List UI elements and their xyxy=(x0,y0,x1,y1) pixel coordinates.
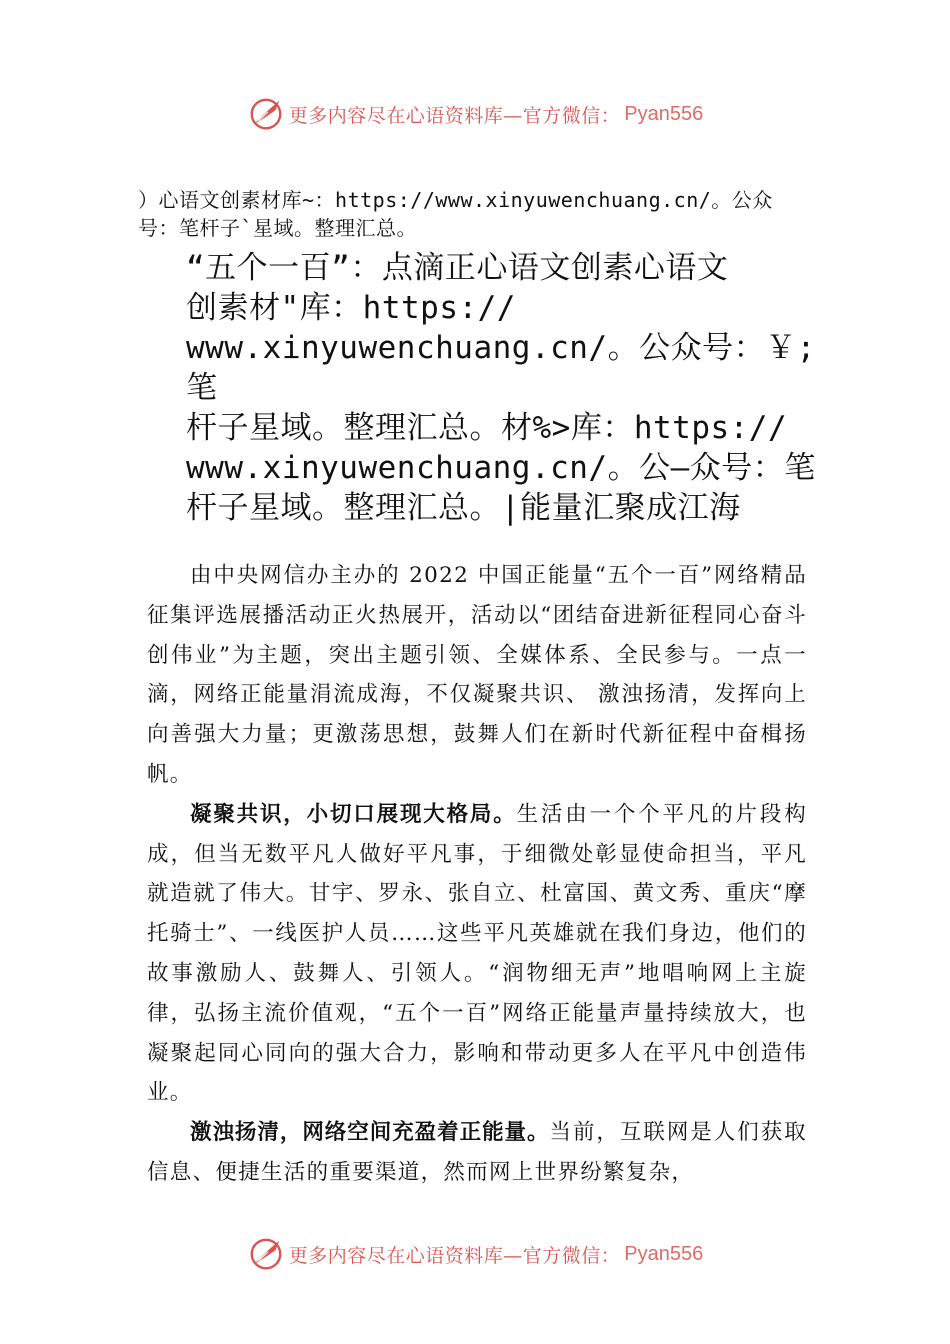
paragraph-heading: 凝聚共识，小切口展现大格局。 xyxy=(190,801,517,827)
banner-wechat-id: Pyan556 xyxy=(624,1242,704,1265)
paragraph-text: 生活由一个个平凡的片段构成，但当无数平凡人做好平凡事，于细微处彰显使命担当，平凡就造就了伟大。甘宇、罗永、张自立、杜富国、黄文秀、重庆“摩托骑士”、一线医护人员……这些平凡英雄就在我们身边，他们的故事激励人、鼓舞人、引领人。“润物细无声”地唱响网上主旋律，弘扬主流价值观，“五个一百”网络正能量声量持续放大，也凝聚起同心同向的强大合力，影响和带动更多人在平凡中创造伟业。 xyxy=(147,801,807,1106)
header-small-line: ）心语文创素材库~：https://www.xinyuwenchuang.cn/。公众 xyxy=(138,188,773,212)
bottom-banner xyxy=(0,1232,950,1276)
header-big-line: 创素材"库：https:// xyxy=(186,290,516,326)
quill-logo-icon xyxy=(247,1235,285,1273)
header-small-text xyxy=(138,186,838,242)
paragraph-consensus xyxy=(147,795,807,1113)
header-big-text xyxy=(186,248,846,528)
banner-text: 更多内容尽在心语资料库—官方微信： xyxy=(288,1244,621,1267)
header-big-line: www.xinyuwenchuang.cn/。公众号：￥;笔 xyxy=(186,330,816,406)
paragraph-intro: 由中央网信办主办的 2022 中国正能量“五个一百”网络精品征集评选展播活动正火热展开，活动以“团结奋进新征程同心奋斗创伟业”为主题，突出主题引领、全媒体系、全民参与。一点一滴，网络正能量涓流成海，不仅凝聚共识、 激浊扬清，发挥向上向善强大力量；更激荡思想，鼓舞人们在新时代新征程中奋楫扬帆。 xyxy=(147,563,807,787)
header-big-line: www.xinyuwenchuang.cn/。公—众号：笔 xyxy=(186,450,816,486)
article-body xyxy=(147,556,807,1193)
paragraph-text: 当前，互联网是人们获取信息、便捷生活的重要渠道，然而网上世界纷繁复杂， xyxy=(147,1120,807,1185)
header-big-line: “五个一百”：点滴正心语文创素心语文 xyxy=(186,250,729,286)
banner-text: 更多内容尽在心语资料库—官方微信： xyxy=(288,104,621,127)
header-big-line: 杆子星域。整理汇总。|能量汇聚成江海 xyxy=(186,490,741,526)
top-banner xyxy=(0,92,950,136)
quill-logo-icon xyxy=(247,95,285,133)
paragraph-heading: 激浊扬清，网络空间充盈着正能量。 xyxy=(190,1120,550,1146)
paragraph-cleanup xyxy=(147,1113,807,1193)
header-big-line: 杆子星域。整理汇总。材%>库：https:// xyxy=(186,410,788,446)
banner-wechat-id: Pyan556 xyxy=(624,102,704,125)
header-small-line: 号：笔杆子`星域。整理汇总。 xyxy=(138,216,418,240)
